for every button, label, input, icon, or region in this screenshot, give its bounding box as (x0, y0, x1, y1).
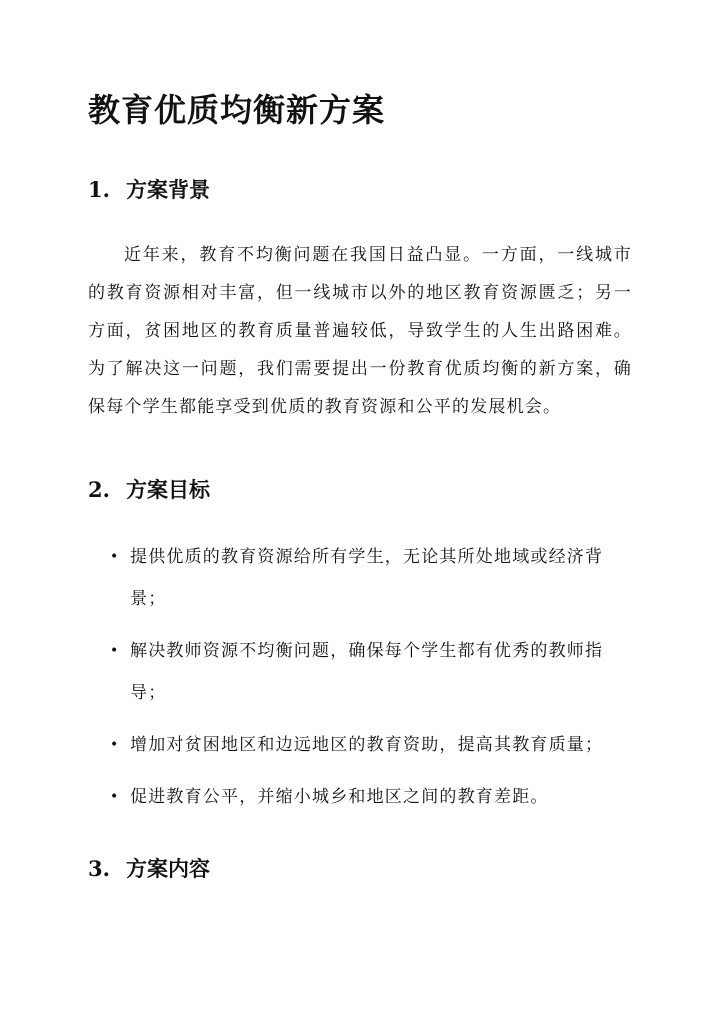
section-heading-content (88, 855, 210, 883)
list-item (88, 630, 628, 714)
section-title: 方案目标 (126, 477, 210, 502)
section-number: 1. (88, 177, 110, 202)
list-item (88, 724, 628, 766)
goals-list (88, 536, 628, 828)
list-item (88, 776, 628, 818)
list-item-text: 增加对贫困地区和边远地区的教育资助，提高其教育质量； (130, 735, 604, 755)
bullet-icon: • (110, 789, 120, 805)
background-paragraph: 近年来，教育不均衡问题在我国日益凸显。一方面，一线城市的教育资源相对丰富，但一线城市以外的地区教育资源匮乏；另一方面，贫困地区的教育质量普遍较低，导致学生的人生出路困难。为了解决这一问题，我们需要提出一份教育优质均衡的新方案，确保每个学生都能享受到优质的教育资源和公平的发展机会。 (88, 245, 632, 417)
section-title: 方案背景 (126, 177, 210, 202)
section-heading-goals (88, 476, 210, 504)
section-number: 2. (88, 477, 110, 502)
list-item-text: 促进教育公平，并缩小城乡和地区之间的教育差距。 (130, 787, 549, 807)
section-title: 方案内容 (126, 856, 210, 881)
bullet-icon: • (110, 643, 120, 659)
section-number: 3. (88, 856, 110, 881)
list-item-text: 提供优质的教育资源给所有学生，无论其所处地域或经济背景； (130, 547, 604, 609)
section-heading-background (88, 176, 210, 204)
list-item (88, 536, 628, 620)
list-item-text: 解决教师资源不均衡问题，确保每个学生都有优秀的教师指导； (130, 641, 604, 703)
bullet-icon: • (110, 737, 120, 753)
document-title: 教育优质均衡新方案 (88, 91, 386, 129)
bullet-icon: • (110, 549, 120, 565)
